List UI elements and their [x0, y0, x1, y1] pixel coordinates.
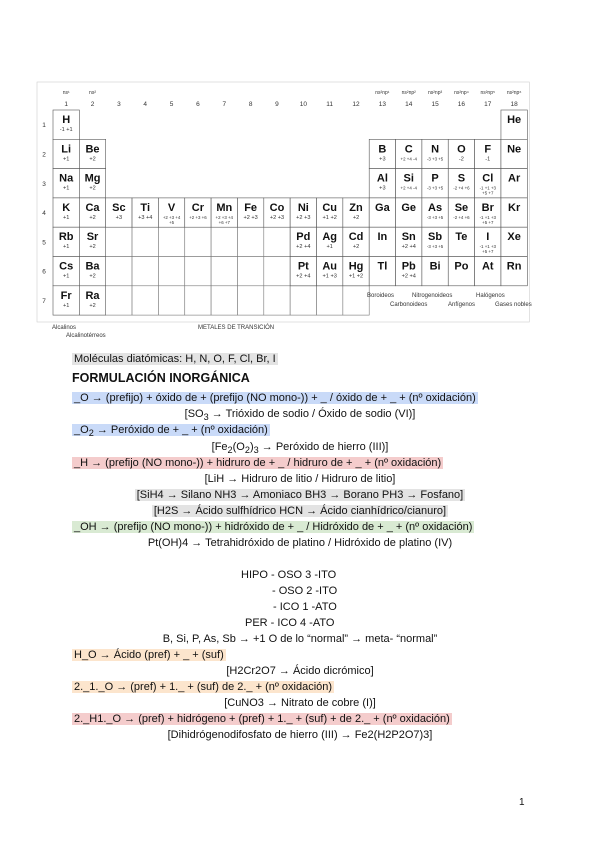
empty-element-cell	[106, 257, 132, 286]
oxidation-states: -1 +1 +3	[479, 185, 496, 191]
hydrides-rule-text: _H → (prefijo (NO mono-)) + hidruro de + _ / hidruro de + _ + (nº oxidación)	[74, 457, 442, 469]
element-symbol: Pb	[401, 260, 416, 273]
oxidation-states: -3 +3 +5	[426, 156, 444, 162]
element-symbol: I	[486, 231, 490, 244]
element-symbol: He	[507, 114, 522, 126]
diatomic-molecules-line	[72, 352, 278, 366]
hydroxides-example: Pt(OH)4 → Tetrahidróxido de platino / Hidróxido de platino (IV)	[147, 537, 453, 549]
peroxides-example-sub: 2	[244, 445, 250, 456]
element-symbol: Se	[454, 201, 469, 214]
oxides-example-sub: 3	[203, 412, 209, 423]
oxidation-states: +1	[62, 244, 70, 251]
oxidation-states: +1	[62, 302, 70, 309]
element-symbol: Te	[455, 231, 468, 244]
oxidation-states: +2 +3 +4	[215, 214, 234, 220]
oxidation-states: -2 +4 +6	[453, 214, 470, 220]
oxidation-states: +1	[62, 156, 70, 163]
period-number: 1	[42, 122, 46, 130]
empty-element-cell	[132, 257, 158, 286]
family-label-alkali: Alcalinos	[52, 325, 77, 331]
diatomic-molecules-text: Moléculas diatómicas: H, N, O, F, Cl, Br, I	[74, 353, 276, 365]
element-symbol: In	[377, 231, 388, 244]
oxidation-states: -3 +3 +5	[426, 185, 444, 191]
element-symbol: Co	[269, 201, 285, 214]
element-symbol: Sr	[86, 231, 99, 244]
element-symbol: Ti	[140, 201, 151, 214]
element-symbol: Rb	[58, 231, 74, 244]
peroxides-rule-text	[72, 424, 270, 439]
element-symbol: Ba	[85, 260, 100, 273]
empty-element-cell	[237, 257, 263, 286]
group-config: ns¹	[62, 90, 70, 96]
empty-element-cell	[132, 286, 158, 315]
group-number: 12	[352, 101, 360, 108]
oxidation-states: +3	[379, 156, 386, 163]
element-symbol: At	[481, 260, 494, 273]
group-number: 2	[90, 101, 95, 108]
period-number: 7	[42, 297, 46, 305]
element-symbol: Xe	[507, 231, 521, 244]
oxidation-states: -3 +3 +5	[426, 214, 444, 220]
oxidation-states: -1 +1 +3	[479, 214, 496, 220]
oxidation-states: +2 +4	[401, 244, 416, 251]
period-number: 5	[42, 239, 46, 247]
element-symbol: As	[428, 201, 443, 214]
hydrides-example-2-text: [SiH4 → Silano NH3 → Amoniaco BH3 → Borano PH3 → Fosfano]	[136, 489, 464, 501]
element-symbol: Ra	[85, 289, 100, 302]
oxidation-states: +2 +3 +6	[189, 214, 207, 220]
oxidation-states: +1 +2	[348, 273, 364, 280]
empty-element-cell	[211, 227, 237, 256]
oxidation-states: +2	[89, 273, 96, 280]
element-symbol: Ca	[85, 201, 100, 214]
element-symbol: Rn	[506, 260, 522, 273]
empty-element-cell	[185, 286, 211, 315]
element-symbol: F	[484, 143, 492, 156]
peroxides-rule-sub: 2	[88, 428, 94, 439]
group-number: 8	[248, 101, 253, 108]
salts-rule-text: 2._1._O → (pref) + 1._ + (suf) de 2._ + (nº oxidación)	[74, 681, 333, 693]
prefix-table-row-4: PER - ICO 4 -ATO	[245, 617, 335, 629]
oxidation-states: +2	[89, 156, 96, 163]
element-symbol: Be	[85, 143, 100, 156]
element-symbol: Zn	[349, 201, 363, 214]
section-title: FORMULACIÓN INORGÁNICA	[72, 371, 250, 385]
element-symbol: Pd	[296, 231, 311, 244]
prefix-table-row-3: - ICO 1 -ATO	[273, 601, 337, 613]
oxidation-states: -2	[458, 156, 464, 163]
oxidation-states: +1	[62, 214, 70, 221]
empty-element-cell	[264, 286, 290, 315]
oxidation-states: +2 +3	[243, 214, 258, 221]
empty-element-cell	[264, 227, 290, 256]
element-symbol: Mg	[84, 172, 101, 185]
peroxides-rule-part: → Peróxido de + _ + (nº oxidación)	[93, 424, 268, 436]
oxidation-states: +5 +7	[482, 190, 494, 196]
element-symbol: H	[62, 114, 71, 126]
element-symbol: Ga	[375, 201, 390, 214]
element-symbol: P	[431, 172, 439, 185]
oxidation-states: -3 +3 +5	[426, 244, 444, 250]
oxidation-states: +2 +3	[269, 214, 285, 221]
element-symbol: Pt	[297, 260, 309, 273]
element-symbol: Ge	[401, 201, 417, 214]
empty-element-cell	[158, 227, 184, 256]
element-symbol: Ar	[508, 172, 521, 185]
peroxides-rule-part: _O	[74, 424, 89, 436]
acid-salts-rule	[72, 712, 452, 726]
element-symbol: Hg	[348, 260, 364, 273]
peroxides-example-part: )	[249, 441, 254, 453]
group-number: 17	[484, 101, 492, 108]
prefix-table-row-1: HIPO - OSO 3 -ITO	[241, 569, 337, 581]
oxidation-states: -1	[485, 156, 491, 163]
oxidation-states: +6 +7	[218, 219, 230, 225]
group-config: ns²np²	[401, 90, 416, 96]
oxidation-states: +2 +4	[296, 244, 311, 251]
hydrides-example-3-text: [H2S → Ácido sulfhídrico HCN → Ácido cianhídrico/cianuro]	[153, 505, 447, 517]
prefix-table-row-2: - OSO 2 -ITO	[272, 585, 338, 597]
oxidation-states: +1	[62, 185, 70, 192]
empty-element-cell	[237, 286, 263, 315]
oxidation-states: +1 +2	[322, 214, 337, 221]
empty-element-cell	[211, 286, 237, 315]
element-symbol: V	[167, 201, 176, 214]
empty-element-cell	[106, 227, 132, 256]
hydroxides-rule-text: _OH → (prefijo (NO mono-)) + hidróxido de + _ / Hidróxido de + _ + (nº oxidación)	[74, 521, 473, 533]
empty-element-cell	[185, 227, 211, 256]
peroxides-example-sub: 2	[227, 445, 233, 456]
hydroxides-rule	[72, 520, 474, 534]
family-label-chalcogens: Anfígenos	[448, 302, 476, 308]
empty-element-cell	[132, 227, 158, 256]
oxidation-states: +2 +4	[296, 273, 311, 280]
group-number: 5	[169, 101, 174, 108]
element-symbol: Na	[59, 172, 74, 185]
element-symbol: Br	[481, 201, 494, 214]
oxoacids-rule-text: H_O → Ácido (pref) + _ + (suf)	[74, 649, 224, 661]
hydrides-rule	[72, 456, 443, 470]
peroxides-example-sub: 3	[253, 445, 259, 456]
acid-salts-rule-text: 2._H1._O → (pref) + hidrógeno + (pref) + 1._ + (suf) + de 2._ + (nº oxidación)	[74, 713, 450, 725]
oxidation-states: +5 +7	[482, 219, 494, 225]
oxidation-states: +3	[379, 185, 386, 192]
group-number: 6	[196, 101, 200, 108]
element-symbol: B	[378, 143, 387, 156]
family-label-alkaline-earth: Alcalinotérreos	[66, 333, 106, 339]
oxidation-states: +5 +7	[482, 249, 494, 255]
group-number: 4	[143, 101, 148, 108]
empty-element-cell	[290, 286, 316, 315]
element-symbol: Ag	[322, 231, 338, 244]
hydrides-example: [LiH → Hidruro de litio / Hidruro de litio]	[204, 473, 396, 485]
group-number: 13	[378, 101, 386, 108]
hydrides-example-3	[0, 504, 600, 518]
family-label-boron-group: Boroideos	[367, 293, 395, 299]
group-number: 14	[405, 101, 413, 108]
empty-element-cell	[158, 257, 184, 286]
peroxides-example-part: (O	[232, 441, 245, 453]
empty-element-cell	[343, 286, 369, 315]
peroxides-example-part: [Fe	[211, 441, 228, 453]
element-symbol: Fe	[244, 201, 258, 214]
oxidation-states: +2	[352, 244, 360, 251]
element-symbol: Tl	[377, 260, 388, 273]
oxides-example-part: [SO	[184, 408, 204, 420]
group-number: 10	[299, 101, 307, 108]
oxidation-states: +1 +3	[322, 273, 337, 280]
oxidation-states: +2	[89, 302, 96, 309]
oxidation-states: +2	[89, 244, 96, 251]
periodic-table	[0, 0, 600, 340]
family-label-noble-gases: Gases nobles	[495, 302, 532, 308]
oxidation-states: -1 +1	[59, 127, 73, 133]
element-symbol: Cu	[322, 201, 338, 214]
element-symbol: Au	[322, 260, 338, 273]
empty-element-cell	[317, 286, 343, 315]
empty-element-cell	[211, 257, 237, 286]
element-symbol: Mn	[216, 201, 233, 214]
period-number: 3	[42, 180, 46, 188]
element-symbol: Si	[403, 172, 414, 185]
element-symbol: N	[431, 143, 440, 156]
oxidation-states: +2	[89, 185, 96, 192]
hydrides-example-2	[0, 488, 600, 502]
peroxides-example-part: → Peróxido de hierro (III)]	[258, 441, 389, 453]
group-number: 1	[64, 101, 68, 108]
oxidation-states: -1 +1 +3	[479, 244, 496, 250]
oxidation-states: +1	[62, 273, 70, 280]
element-symbol: Cs	[59, 260, 74, 273]
group-number: 7	[222, 101, 227, 108]
group-config: ns²np⁵	[480, 90, 496, 96]
element-symbol: Sn	[401, 231, 416, 244]
oxidation-states: +2 +3	[296, 214, 311, 221]
oxidation-states: +1	[326, 244, 333, 251]
element-symbol: O	[457, 143, 466, 156]
element-symbol: Al	[376, 172, 388, 185]
empty-element-cell	[264, 257, 290, 286]
element-symbol: Cr	[191, 201, 205, 214]
salts-rule	[72, 680, 334, 694]
oxides-example-part: → Trióxido de sodio / Óxido de sodio (VI)]	[208, 408, 416, 420]
oxidation-states: +3	[115, 214, 123, 221]
oxoacids-rule	[72, 648, 226, 662]
group-config: ns²np¹	[375, 90, 390, 96]
salts-example: [CuNO3 → Nitrato de cobre (I)]	[224, 697, 376, 709]
oxidation-states: +3 +4	[138, 214, 153, 221]
family-label-carbon-group: Carbonoideos	[390, 302, 428, 308]
empty-element-cell	[158, 286, 184, 315]
group-config: ns²np³	[427, 90, 443, 96]
group-config: ns²np⁴	[454, 90, 469, 96]
element-symbol: K	[62, 201, 71, 214]
family-label-transition-metals: METALES DE TRANSICIÓN	[198, 325, 275, 331]
period-number: 2	[42, 151, 46, 159]
oxidation-states: +2 +4	[401, 273, 416, 280]
element-symbol: Sc	[112, 201, 126, 214]
oxidation-states: +2 +4 -4	[400, 185, 417, 191]
peroxides-example	[0, 440, 600, 457]
oxidation-states: +2 +3 +4	[162, 214, 181, 220]
element-symbol: Cl	[482, 172, 494, 185]
meta-rule: B, Si, P, As, Sb → +1 O de lo “normal” → meta- “normal”	[162, 633, 438, 645]
page-number: 1	[519, 797, 525, 808]
period-number: 6	[42, 268, 46, 276]
element-symbol: Kr	[508, 201, 521, 214]
group-number: 3	[117, 101, 121, 108]
element-symbol: C	[404, 143, 413, 156]
element-symbol: Bi	[429, 260, 441, 273]
oxoacids-example: [H2Cr2O7 → Ácido dicrómico]	[226, 665, 374, 677]
group-number: 15	[431, 101, 439, 108]
acid-salts-example: [Dihidrógenodifosfato de hierro (III) → Fe2(H2P2O7)3]	[167, 729, 433, 741]
empty-element-cell	[237, 227, 263, 256]
element-symbol: S	[457, 172, 466, 185]
element-symbol: Li	[61, 143, 72, 156]
group-number: 9	[275, 101, 279, 108]
group-number: 16	[457, 101, 466, 108]
element-symbol: Fr	[60, 289, 72, 302]
period-number: 4	[42, 210, 46, 218]
oxidation-states: +2	[89, 214, 96, 221]
element-symbol: Cd	[348, 231, 364, 244]
oxides-rule-text: _O → (prefijo) + óxido de + (prefijo (NO mono-)) + _ / óxido de + _ + (nº oxidación)	[74, 392, 476, 404]
oxidation-states: +2 +4 -4	[400, 156, 417, 162]
element-symbol: Ne	[507, 143, 522, 156]
oxidation-states: -2 +4 +6	[453, 185, 470, 191]
oxides-rule	[72, 391, 478, 405]
oxides-example	[0, 407, 600, 424]
oxidation-states: +5	[169, 219, 175, 225]
empty-element-cell	[185, 257, 211, 286]
group-config: ns²	[89, 90, 97, 96]
element-symbol: Po	[454, 260, 469, 273]
element-symbol: Ni	[297, 201, 309, 214]
group-number: 18	[510, 101, 518, 108]
group-number: 11	[326, 101, 334, 108]
empty-element-cell	[106, 286, 132, 315]
group-config: ns²np⁶	[506, 90, 522, 96]
family-label-nitrogen-group: Nitrogenoideos	[412, 293, 453, 299]
family-label-halogens: Halógenos	[476, 293, 505, 299]
element-symbol: Sb	[428, 231, 443, 244]
peroxides-rule	[72, 423, 270, 440]
oxidation-states: +2	[352, 214, 360, 221]
